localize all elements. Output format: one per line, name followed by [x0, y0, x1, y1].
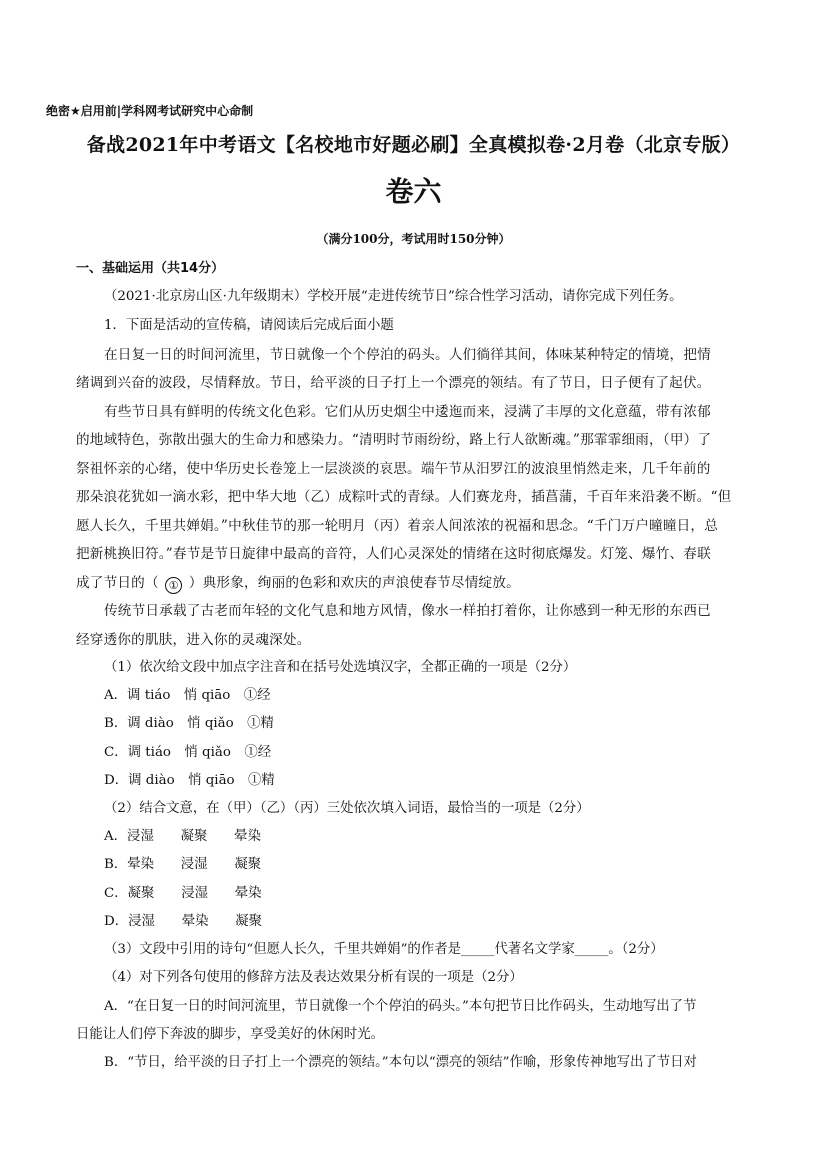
- passage-line: 经穿透你的肌肤，进入你的灵魂深处。: [76, 632, 311, 648]
- blank-number-mark: ①: [165, 577, 182, 594]
- passage-line: 那朵浪花犹如一滴水彩，把中华大地（乙）成粽叶式的青绿。人们赛龙舟，插菖蒲，千百年来沿袭不断。“但: [76, 489, 732, 505]
- exam-title: 备战2021年中考语文【名校地市好题必刷】全真模拟卷·2月卷（北京专版）: [86, 134, 741, 156]
- option-line: B．“节日，给平淡的日子打上一个漂亮的领结。”本句以“漂亮的领结”作喻，形象传神地写出了节日对: [104, 1055, 697, 1070]
- confidential-header: 绝密★启用前|学科网考试研究中心命制: [46, 104, 254, 118]
- sub-question-3: （3）文段中引用的诗句“但愿人长久，千里共婵娟”的作者是_____代著名文学家_____。（2分）: [104, 942, 664, 957]
- sub-question-1: （1）依次给文段中加点字注音和在括号处选填汉字，全都正确的一项是（2分）: [104, 660, 577, 675]
- option-line: C．凝聚 浸湿 晕染: [104, 886, 262, 901]
- passage-fragment: 成了节日的（: [76, 575, 159, 591]
- option-line: A．调 tiáo 悄 qiāo ①经: [104, 688, 271, 703]
- option-line: B．调 diào 悄 qiǎo ①精: [104, 716, 274, 731]
- option-line: D．调 diào 悄 qiāo ①精: [104, 773, 275, 788]
- option-line: A．“在日复一日的时间河流里，节日就像一个个停泊的码头。”本句把节日比作码头，生动地写出了节: [104, 999, 697, 1014]
- passage-fragment: ）典形象，绚丽的色彩和欢庆的声浪使春节尽情绽放。: [188, 575, 520, 591]
- passage-line: 的地域特色，弥散出强大的生命力和感染力。“清明时节雨纷纷，路上行人欲断魂。”那霏霏细雨，（甲）了: [76, 432, 712, 448]
- passage-line: 绪调到兴奋的波段，尽情释放。节日，给平淡的日子打上一个漂亮的领结。有了节日，日子便有了起伏。: [76, 375, 711, 391]
- passage-line: 祭祖怀亲的心绪，使中华历史长卷笼上一层淡淡的哀思。端午节从汨罗江的波浪里悄然走来，几千年前的: [76, 461, 711, 477]
- option-line: B．晕染 浸湿 凝聚: [104, 857, 262, 872]
- question-1: 1．下面是活动的宣传稿，请阅读后完成后面小题: [104, 318, 394, 333]
- intro-text: （2021·北京房山区·九年级期末）学校开展“走进传统节日”综合性学习活动，请你完成下列任务。: [104, 289, 683, 304]
- sub-question-2: （2）结合文意，在（甲）（乙）（丙）三处依次填入词语，最恰当的一项是（2分）: [104, 801, 590, 816]
- passage-line: 在日复一日的时间河流里，节日就像一个个停泊的码头。人们徜徉其间，体味某种特定的情境，把情: [104, 347, 711, 363]
- passage-line: 传统节日承载了古老而年轻的文化气息和地方风情，像水一样拍打着你，让你感到一种无形的东西已: [104, 603, 711, 619]
- passage-line: 有些节日具有鲜明的传统文化色彩。它们从历史烟尘中逶迤而来，浸满了丰厚的文化意蕴，带有浓郁: [104, 404, 711, 420]
- score-time-note: （满分100分，考试用时150分钟）: [316, 232, 511, 246]
- paper-number-title: 卷六: [385, 175, 442, 208]
- passage-line: [76, 571, 520, 594]
- option-line: 日能让人们停下奔波的脚步，享受美好的休闲时光。: [76, 1027, 384, 1042]
- passage-line: 把新桃换旧符。”春节是节日旋律中最高的音符，人们心灵深处的情绪在这时彻底爆发。灯笼、爆竹、春联: [76, 546, 711, 562]
- sub-question-4: （4）对下列各句使用的修辞方法及表达效果分析有误的一项是（2分）: [104, 970, 523, 985]
- passage-line: 愿人长久，千里共婵娟。”中秋佳节的那一轮明月（丙）着亲人间浓浓的祝福和思念。“千门万户曈曈日，总: [76, 518, 719, 534]
- option-line: D．浸湿 晕染 凝聚: [104, 914, 263, 929]
- section-heading: 一、基础运用（共14分）: [76, 261, 225, 276]
- option-line: A．浸湿 凝聚 晕染: [104, 829, 261, 844]
- option-line: C．调 tiáo 悄 qiǎo ①经: [104, 745, 272, 760]
